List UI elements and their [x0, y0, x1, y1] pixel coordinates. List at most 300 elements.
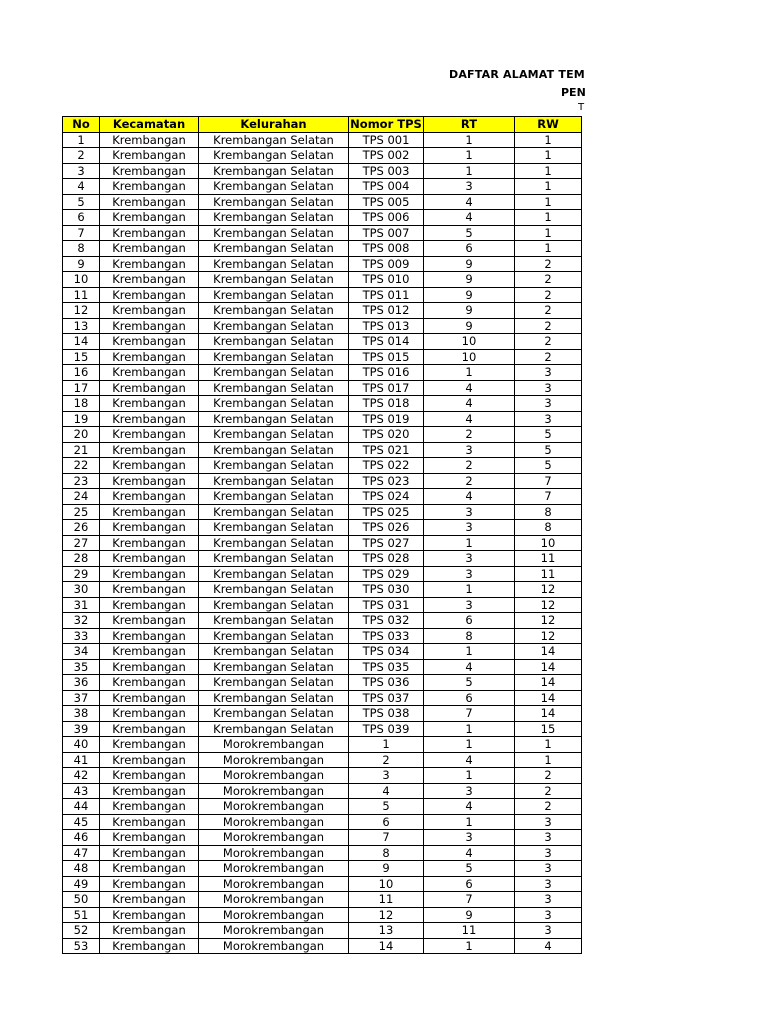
cell-nomor-tps: 12	[349, 907, 424, 923]
cell-rt: 9	[424, 272, 515, 288]
cell-nomor-tps: TPS 027	[349, 535, 424, 551]
cell-no: 32	[63, 613, 100, 629]
cell-rt: 3	[424, 783, 515, 799]
cell-nomor-tps: TPS 013	[349, 318, 424, 334]
cell-kelurahan: Krembangan Selatan	[199, 148, 349, 164]
table-header-row	[63, 117, 582, 133]
cell-nomor-tps: 3	[349, 768, 424, 784]
cell-kecamatan: Krembangan	[100, 690, 199, 706]
cell-no: 34	[63, 644, 100, 660]
cell-no: 6	[63, 210, 100, 226]
cell-rw: 2	[515, 303, 582, 319]
cell-rt: 5	[424, 675, 515, 691]
cell-rt: 9	[424, 318, 515, 334]
cell-no: 27	[63, 535, 100, 551]
cell-rw: 14	[515, 659, 582, 675]
column-header-rt: RT	[424, 117, 515, 133]
cell-rw: 12	[515, 628, 582, 644]
table-row	[63, 768, 582, 784]
cell-kecamatan: Krembangan	[100, 938, 199, 954]
cell-kecamatan: Krembangan	[100, 907, 199, 923]
cell-kelurahan: Morokrembangan	[199, 752, 349, 768]
cell-nomor-tps: TPS 021	[349, 442, 424, 458]
cell-rw: 2	[515, 256, 582, 272]
cell-kelurahan: Krembangan Selatan	[199, 194, 349, 210]
cell-kelurahan: Krembangan Selatan	[199, 706, 349, 722]
cell-no: 30	[63, 582, 100, 598]
cell-no: 52	[63, 923, 100, 939]
table-row	[63, 892, 582, 908]
table-row	[63, 799, 582, 815]
cell-rt: 1	[424, 163, 515, 179]
cell-kelurahan: Krembangan Selatan	[199, 163, 349, 179]
cell-kelurahan: Morokrembangan	[199, 768, 349, 784]
cell-kecamatan: Krembangan	[100, 318, 199, 334]
cell-no: 51	[63, 907, 100, 923]
table-row	[63, 303, 582, 319]
cell-rt: 10	[424, 349, 515, 365]
cell-kelurahan: Krembangan Selatan	[199, 628, 349, 644]
table-row	[63, 597, 582, 613]
cell-rw: 14	[515, 644, 582, 660]
document-title-line2: PEN	[561, 86, 586, 99]
cell-kelurahan: Morokrembangan	[199, 737, 349, 753]
cell-kecamatan: Krembangan	[100, 597, 199, 613]
cell-no: 13	[63, 318, 100, 334]
cell-rt: 9	[424, 907, 515, 923]
cell-kelurahan: Krembangan Selatan	[199, 597, 349, 613]
cell-kecamatan: Krembangan	[100, 814, 199, 830]
cell-rt: 4	[424, 411, 515, 427]
cell-nomor-tps: 13	[349, 923, 424, 939]
cell-no: 24	[63, 489, 100, 505]
cell-kelurahan: Krembangan Selatan	[199, 396, 349, 412]
cell-nomor-tps: TPS 005	[349, 194, 424, 210]
table-row	[63, 582, 582, 598]
cell-kecamatan: Krembangan	[100, 659, 199, 675]
cell-rt: 3	[424, 179, 515, 195]
cell-rw: 2	[515, 783, 582, 799]
table-row	[63, 938, 582, 954]
cell-nomor-tps: TPS 018	[349, 396, 424, 412]
cell-kelurahan: Krembangan Selatan	[199, 535, 349, 551]
cell-rw: 1	[515, 163, 582, 179]
cell-rt: 4	[424, 396, 515, 412]
cell-rt: 4	[424, 210, 515, 226]
cell-no: 1	[63, 132, 100, 148]
cell-kecamatan: Krembangan	[100, 179, 199, 195]
cell-nomor-tps: TPS 026	[349, 520, 424, 536]
cell-kecamatan: Krembangan	[100, 148, 199, 164]
cell-nomor-tps: TPS 038	[349, 706, 424, 722]
cell-rt: 11	[424, 923, 515, 939]
cell-no: 26	[63, 520, 100, 536]
cell-kelurahan: Krembangan Selatan	[199, 458, 349, 474]
cell-kecamatan: Krembangan	[100, 241, 199, 257]
cell-kecamatan: Krembangan	[100, 303, 199, 319]
cell-kelurahan: Krembangan Selatan	[199, 256, 349, 272]
cell-rw: 7	[515, 473, 582, 489]
cell-nomor-tps: 4	[349, 783, 424, 799]
cell-kecamatan: Krembangan	[100, 427, 199, 443]
column-header-nomor-tps: Nomor TPS	[350, 117, 422, 132]
cell-rw: 4	[515, 938, 582, 954]
cell-rt: 6	[424, 241, 515, 257]
cell-rt: 1	[424, 582, 515, 598]
cell-kelurahan: Krembangan Selatan	[199, 551, 349, 567]
cell-rw: 14	[515, 706, 582, 722]
cell-no: 4	[63, 179, 100, 195]
cell-kecamatan: Krembangan	[100, 613, 199, 629]
cell-rt: 3	[424, 597, 515, 613]
cell-nomor-tps: 7	[349, 830, 424, 846]
cell-rw: 1	[515, 241, 582, 257]
cell-rt: 1	[424, 938, 515, 954]
cell-rw: 12	[515, 597, 582, 613]
cell-no: 44	[63, 799, 100, 815]
cell-no: 47	[63, 845, 100, 861]
cell-kecamatan: Krembangan	[100, 334, 199, 350]
table-row	[63, 396, 582, 412]
cell-rt: 7	[424, 706, 515, 722]
cell-nomor-tps: TPS 025	[349, 504, 424, 520]
cell-kecamatan: Krembangan	[100, 752, 199, 768]
cell-no: 9	[63, 256, 100, 272]
cell-kelurahan: Krembangan Selatan	[199, 659, 349, 675]
cell-nomor-tps: TPS 010	[349, 272, 424, 288]
cell-no: 20	[63, 427, 100, 443]
cell-rw: 1	[515, 737, 582, 753]
cell-kelurahan: Krembangan Selatan	[199, 690, 349, 706]
cell-kecamatan: Krembangan	[100, 644, 199, 660]
cell-no: 2	[63, 148, 100, 164]
cell-no: 5	[63, 194, 100, 210]
cell-rw: 11	[515, 566, 582, 582]
cell-kecamatan: Krembangan	[100, 566, 199, 582]
cell-nomor-tps: TPS 019	[349, 411, 424, 427]
table-row	[63, 132, 582, 148]
cell-kelurahan: Krembangan Selatan	[199, 303, 349, 319]
cell-kecamatan: Krembangan	[100, 923, 199, 939]
table-row	[63, 163, 582, 179]
cell-no: 29	[63, 566, 100, 582]
table-row	[63, 334, 582, 350]
cell-rw: 2	[515, 334, 582, 350]
cell-rw: 3	[515, 411, 582, 427]
cell-nomor-tps: 9	[349, 861, 424, 877]
cell-rt: 6	[424, 690, 515, 706]
table-row	[63, 566, 582, 582]
cell-rt: 1	[424, 644, 515, 660]
table-row	[63, 628, 582, 644]
cell-rt: 9	[424, 256, 515, 272]
cell-kecamatan: Krembangan	[100, 830, 199, 846]
cell-nomor-tps: 14	[349, 938, 424, 954]
cell-nomor-tps: TPS 011	[349, 287, 424, 303]
cell-kecamatan: Krembangan	[100, 458, 199, 474]
cell-rt: 4	[424, 752, 515, 768]
cell-kecamatan: Krembangan	[100, 163, 199, 179]
table-row	[63, 473, 582, 489]
document-title-line1: DAFTAR ALAMAT TEM	[449, 68, 585, 81]
cell-nomor-tps: TPS 020	[349, 427, 424, 443]
cell-rt: 5	[424, 225, 515, 241]
table-row	[63, 737, 582, 753]
cell-nomor-tps: TPS 006	[349, 210, 424, 226]
cell-kecamatan: Krembangan	[100, 272, 199, 288]
cell-nomor-tps: TPS 002	[349, 148, 424, 164]
cell-nomor-tps: 6	[349, 814, 424, 830]
cell-rw: 8	[515, 504, 582, 520]
cell-rt: 2	[424, 427, 515, 443]
cell-kelurahan: Krembangan Selatan	[199, 318, 349, 334]
cell-no: 41	[63, 752, 100, 768]
cell-nomor-tps: TPS 008	[349, 241, 424, 257]
cell-rt: 1	[424, 721, 515, 737]
cell-kecamatan: Krembangan	[100, 737, 199, 753]
cell-rw: 3	[515, 907, 582, 923]
cell-rt: 2	[424, 458, 515, 474]
cell-kecamatan: Krembangan	[100, 551, 199, 567]
tps-address-table	[62, 116, 582, 954]
cell-rw: 2	[515, 318, 582, 334]
cell-rt: 4	[424, 194, 515, 210]
cell-rw: 1	[515, 179, 582, 195]
table-row	[63, 783, 582, 799]
cell-no: 42	[63, 768, 100, 784]
cell-rt: 6	[424, 876, 515, 892]
cell-rw: 3	[515, 830, 582, 846]
cell-kelurahan: Morokrembangan	[199, 923, 349, 939]
cell-nomor-tps: TPS 033	[349, 628, 424, 644]
cell-kecamatan: Krembangan	[100, 225, 199, 241]
table-row	[63, 210, 582, 226]
cell-rt: 4	[424, 659, 515, 675]
table-row	[63, 861, 582, 877]
cell-kelurahan: Morokrembangan	[199, 814, 349, 830]
cell-rw: 10	[515, 535, 582, 551]
cell-kelurahan: Morokrembangan	[199, 861, 349, 877]
cell-kelurahan: Krembangan Selatan	[199, 334, 349, 350]
cell-rw: 12	[515, 613, 582, 629]
title-area	[0, 60, 586, 120]
cell-no: 53	[63, 938, 100, 954]
cell-rw: 1	[515, 210, 582, 226]
table-row	[63, 830, 582, 846]
cell-rw: 1	[515, 752, 582, 768]
cell-no: 39	[63, 721, 100, 737]
cell-rw: 3	[515, 876, 582, 892]
table-row	[63, 690, 582, 706]
column-header-kelurahan: Kelurahan	[199, 117, 349, 133]
cell-no: 19	[63, 411, 100, 427]
cell-nomor-tps: TPS 028	[349, 551, 424, 567]
cell-nomor-tps: 8	[349, 845, 424, 861]
table-row	[63, 241, 582, 257]
cell-kelurahan: Krembangan Selatan	[199, 287, 349, 303]
cell-no: 7	[63, 225, 100, 241]
cell-no: 18	[63, 396, 100, 412]
cell-kecamatan: Krembangan	[100, 256, 199, 272]
cell-rw: 2	[515, 349, 582, 365]
cell-kelurahan: Morokrembangan	[199, 892, 349, 908]
cell-kecamatan: Krembangan	[100, 365, 199, 381]
cell-rw: 14	[515, 675, 582, 691]
table-row	[63, 876, 582, 892]
cell-rt: 3	[424, 504, 515, 520]
table-row	[63, 535, 582, 551]
cell-no: 46	[63, 830, 100, 846]
table-row	[63, 489, 582, 505]
cell-kecamatan: Krembangan	[100, 396, 199, 412]
cell-rw: 3	[515, 814, 582, 830]
cell-rw: 1	[515, 148, 582, 164]
cell-kelurahan: Krembangan Selatan	[199, 179, 349, 195]
cell-kelurahan: Krembangan Selatan	[199, 349, 349, 365]
cell-no: 11	[63, 287, 100, 303]
table-row	[63, 256, 582, 272]
cell-no: 36	[63, 675, 100, 691]
cell-kelurahan: Krembangan Selatan	[199, 721, 349, 737]
table-row	[63, 194, 582, 210]
cell-nomor-tps: TPS 037	[349, 690, 424, 706]
cell-nomor-tps: TPS 023	[349, 473, 424, 489]
cell-kecamatan: Krembangan	[100, 489, 199, 505]
cell-no: 50	[63, 892, 100, 908]
cell-kecamatan: Krembangan	[100, 783, 199, 799]
cell-no: 49	[63, 876, 100, 892]
table-row	[63, 318, 582, 334]
cell-kecamatan: Krembangan	[100, 582, 199, 598]
cell-no: 21	[63, 442, 100, 458]
cell-kecamatan: Krembangan	[100, 287, 199, 303]
cell-nomor-tps: TPS 016	[349, 365, 424, 381]
cell-kecamatan: Krembangan	[100, 675, 199, 691]
cell-rt: 4	[424, 489, 515, 505]
cell-kecamatan: Krembangan	[100, 194, 199, 210]
table-row	[63, 644, 582, 660]
table-row	[63, 365, 582, 381]
column-header-kecamatan: Kecamatan	[100, 117, 199, 133]
cell-kelurahan: Krembangan Selatan	[199, 504, 349, 520]
cell-no: 33	[63, 628, 100, 644]
cell-nomor-tps: TPS 030	[349, 582, 424, 598]
cell-nomor-tps: TPS 039	[349, 721, 424, 737]
cell-nomor-tps: TPS 015	[349, 349, 424, 365]
cell-nomor-tps: TPS 007	[349, 225, 424, 241]
cell-rt: 1	[424, 814, 515, 830]
cell-no: 8	[63, 241, 100, 257]
cell-rt: 1	[424, 768, 515, 784]
cell-rw: 3	[515, 365, 582, 381]
cell-rt: 3	[424, 830, 515, 846]
cell-rw: 7	[515, 489, 582, 505]
cell-rw: 3	[515, 845, 582, 861]
cell-kelurahan: Krembangan Selatan	[199, 489, 349, 505]
table-row	[63, 907, 582, 923]
cell-kelurahan: Krembangan Selatan	[199, 473, 349, 489]
cell-rt: 1	[424, 535, 515, 551]
cell-nomor-tps: TPS 024	[349, 489, 424, 505]
cell-no: 3	[63, 163, 100, 179]
cell-kelurahan: Krembangan Selatan	[199, 613, 349, 629]
cell-rw: 5	[515, 427, 582, 443]
cell-no: 45	[63, 814, 100, 830]
cell-kecamatan: Krembangan	[100, 442, 199, 458]
cell-no: 31	[63, 597, 100, 613]
cell-rt: 10	[424, 334, 515, 350]
column-header-no: No	[63, 117, 100, 133]
cell-kelurahan: Krembangan Selatan	[199, 566, 349, 582]
cell-rw: 3	[515, 380, 582, 396]
table-row	[63, 752, 582, 768]
cell-rt: 7	[424, 892, 515, 908]
document-title-line3: T	[578, 102, 585, 113]
cell-kecamatan: Krembangan	[100, 845, 199, 861]
cell-nomor-tps: 10	[349, 876, 424, 892]
cell-kecamatan: Krembangan	[100, 132, 199, 148]
cell-kelurahan: Krembangan Selatan	[199, 380, 349, 396]
cell-rw: 8	[515, 520, 582, 536]
cell-nomor-tps: TPS 004	[349, 179, 424, 195]
cell-no: 25	[63, 504, 100, 520]
cell-rw: 1	[515, 194, 582, 210]
cell-kelurahan: Morokrembangan	[199, 876, 349, 892]
cell-rt: 2	[424, 473, 515, 489]
cell-rw: 3	[515, 923, 582, 939]
cell-kelurahan: Morokrembangan	[199, 845, 349, 861]
cell-nomor-tps: TPS 003	[349, 163, 424, 179]
cell-kelurahan: Krembangan Selatan	[199, 225, 349, 241]
cell-no: 16	[63, 365, 100, 381]
cell-kecamatan: Krembangan	[100, 706, 199, 722]
table-row	[63, 411, 582, 427]
cell-kecamatan: Krembangan	[100, 628, 199, 644]
cell-no: 22	[63, 458, 100, 474]
cell-no: 15	[63, 349, 100, 365]
table-row	[63, 706, 582, 722]
table-row	[63, 442, 582, 458]
cell-rt: 8	[424, 628, 515, 644]
cell-rw: 2	[515, 768, 582, 784]
table-row	[63, 504, 582, 520]
cell-rt: 3	[424, 551, 515, 567]
cell-kecamatan: Krembangan	[100, 861, 199, 877]
cell-kelurahan: Krembangan Selatan	[199, 675, 349, 691]
cell-kecamatan: Krembangan	[100, 520, 199, 536]
cell-nomor-tps: TPS 017	[349, 380, 424, 396]
cell-rw: 14	[515, 690, 582, 706]
cell-no: 17	[63, 380, 100, 396]
cell-rw: 2	[515, 799, 582, 815]
table-row	[63, 427, 582, 443]
cell-kelurahan: Krembangan Selatan	[199, 644, 349, 660]
cell-kecamatan: Krembangan	[100, 768, 199, 784]
cell-rt: 3	[424, 442, 515, 458]
cell-nomor-tps: TPS 001	[349, 132, 424, 148]
cell-kelurahan: Krembangan Selatan	[199, 241, 349, 257]
cell-rt: 4	[424, 799, 515, 815]
cell-kelurahan: Krembangan Selatan	[199, 520, 349, 536]
cell-kelurahan: Krembangan Selatan	[199, 272, 349, 288]
table-row	[63, 613, 582, 629]
cell-kelurahan: Morokrembangan	[199, 830, 349, 846]
cell-rt: 1	[424, 148, 515, 164]
cell-nomor-tps: TPS 012	[349, 303, 424, 319]
cell-nomor-tps: TPS 029	[349, 566, 424, 582]
cell-rt: 9	[424, 287, 515, 303]
table-row	[63, 520, 582, 536]
